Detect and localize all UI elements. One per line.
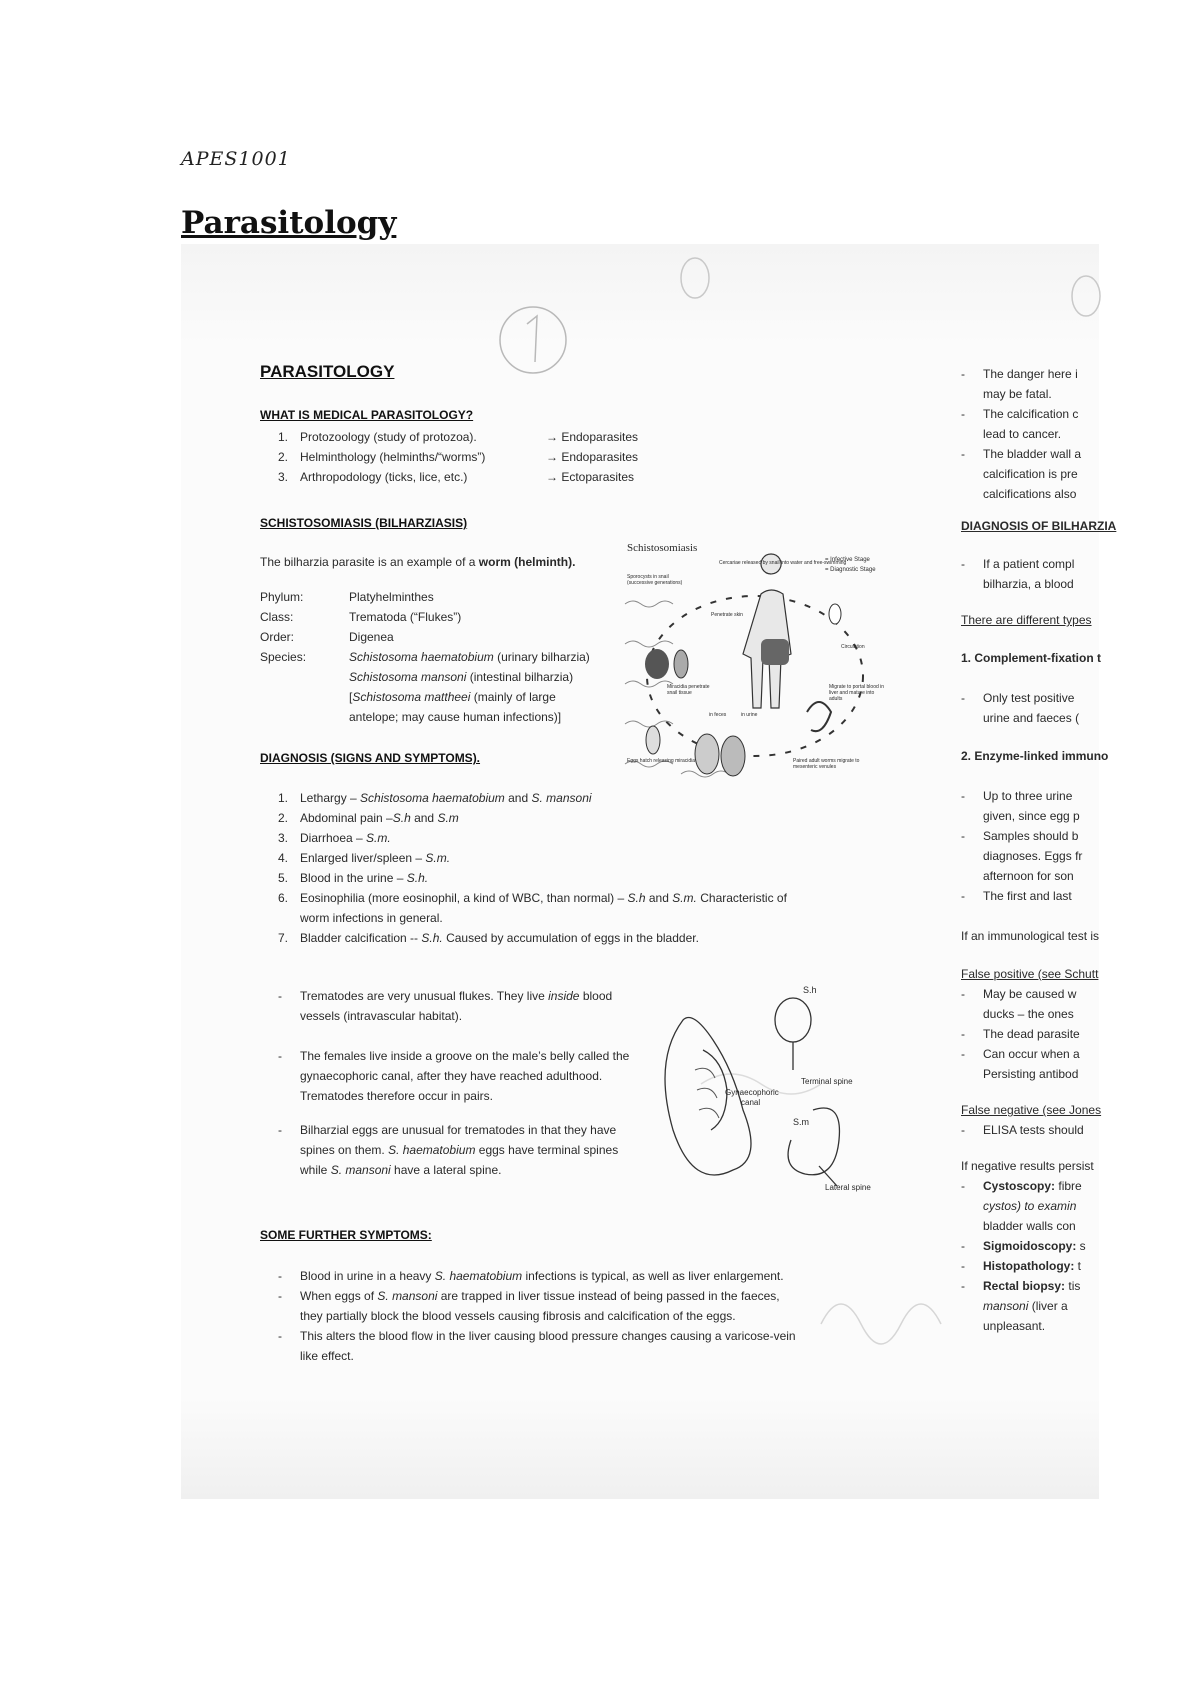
list-item: 3. Arthropodology (ticks, lice, etc.) → Ectoparasites bbox=[278, 470, 635, 484]
handwritten-one bbox=[527, 316, 537, 362]
list-item: 7. Bladder calcification -- S.h. Caused by accumulation of eggs in the bladder. bbox=[278, 931, 699, 945]
list-item: 5. Blood in the urine – S.h. bbox=[278, 871, 429, 885]
figure-title: Schistosomiasis bbox=[627, 542, 698, 554]
bilharzia-intro: The bilharzia parasite is an example of a worm (helminth). bbox=[260, 555, 576, 569]
parasitology-types-list bbox=[278, 427, 639, 487]
bullet-item: - This alters the blood flow in the liver causing blood pressure changes causing a varicose-vein bbox=[278, 1329, 796, 1343]
bullet-item: - The females live inside a groove on the male’s belly called the bbox=[278, 1049, 630, 1063]
legend-diagnostic: = Diagnostic Stage bbox=[825, 567, 876, 573]
list-item-continuation: worm infections in general. bbox=[300, 911, 443, 925]
list-item: 2. Helminthology (helminths/“worms”) → Endoparasites bbox=[278, 450, 639, 464]
bullet-continuation: spines on them. S. haematobium eggs have terminal spines bbox=[300, 1143, 619, 1157]
section-heading-schistosomiasis: SCHISTOSOMIASIS (BILHARZIASIS) bbox=[260, 516, 468, 530]
egg-icon bbox=[646, 726, 660, 754]
bullet-item: - Blood in urine in a heavy S. haematobium infections is typical, as well as liver enlargement. bbox=[278, 1269, 784, 1283]
trematode-bullets bbox=[278, 986, 630, 1180]
worm-coils bbox=[695, 1068, 719, 1118]
sh-egg bbox=[775, 998, 811, 1042]
worm-pair bbox=[807, 702, 831, 731]
section-heading-diagnosis: DIAGNOSIS (SIGNS AND SYMPTOMS). bbox=[260, 751, 481, 765]
lifecycle-figure: Schistosomiasis = Infective Stage = Diagnostic Stage Eggs hatch releasing miracidia in feces in urine Cercariae released by snail into water and free-swimming Circulation Migrate to portal blood in liver and mature into adults Paired adult worms migrate to mesenteric venules Penetrate skin Sporocysts in snail (successive generations) Miracidia penetrate snail tissue bbox=[621, 544, 889, 798]
cercaria-icon bbox=[829, 604, 841, 624]
symptoms-list bbox=[278, 788, 787, 948]
bullet-item: - Trematodes are very unusual flukes. They live inside blood bbox=[278, 989, 613, 1003]
handwritten-circle bbox=[500, 307, 566, 373]
next-page-column: - The danger here i may be fatal. - The calcification c lead to cancer. - The bladder wall a calcification is pre calcifications also DIAGNOSIS OF BILHARZIA - If a patient compl bilharzia, a blood There are different types 1. Complement-fixation t - Only test positive urine and faeces ( 2. Enzyme-linked immuno - Up to three urine given, since egg p - Samples should b diagnoses. Eggs fr afternoon for son - The first and last If an immunological test is False positive (see Schutt - May be caused w ducks – the ones - The dead parasite - Can occur when a Persisting antibod False negative (see Jones - ELISA tests should If negative results persist - Cystoscopy: fibre cystos) to examin bladder walls con - Sigmoidoscopy: s - Histopathology: t - Rectal biopsy: tis mansoni (liver a unpleasant. bbox=[961, 367, 1117, 1333]
handwriting-scribble bbox=[821, 1304, 941, 1344]
egg-icon bbox=[695, 734, 719, 774]
egg-icon bbox=[721, 736, 745, 776]
intestine bbox=[761, 639, 789, 665]
punch-hole bbox=[681, 258, 709, 298]
further-symptoms-list bbox=[278, 1266, 796, 1366]
legend-infective: = Infective Stage bbox=[825, 557, 870, 563]
sporocyst bbox=[674, 650, 688, 678]
section-heading-further-symptoms: SOME FURTHER SYMPTOMS: bbox=[260, 1228, 432, 1242]
bullet-continuation: gynaecophoric canal, after they have reached adulthood. bbox=[300, 1069, 603, 1083]
bullet-continuation: while S. mansoni have a lateral spine. bbox=[300, 1163, 502, 1177]
egg-spine-figure: S.h Terminal spine Gynaecophoric canal S.m Lateral spine bbox=[653, 980, 903, 1200]
section-heading-medical-parasitology: WHAT IS MEDICAL PARASITOLOGY? bbox=[260, 408, 474, 422]
notes-title: PARASITOLOGY bbox=[260, 362, 395, 381]
bullet-continuation: vessels (intravascular habitat). bbox=[300, 1009, 463, 1023]
page-title: Parasitology bbox=[181, 205, 397, 241]
snail-icon bbox=[645, 649, 669, 679]
list-item: 4. Enlarged liver/spleen – S.m. bbox=[278, 851, 451, 865]
scanned-page: PARASITOLOGY WHAT IS MEDICAL PARASITOLOGY? 1. Protozoology (study of protozoa). → Endoparasites 2. Helminthology (helminths/“worms”) → Endoparasites 3. Arthropodology (ticks, lice, etc.) → Ectoparasites SCHISTOSOMIASIS (BILHARZIASIS) The bilharzia parasite is an example of a worm (helminth). Phylum: Platyhelminthes Class: Trematoda (“Flukes”) Order: Digenea Species: Schistosoma haematobium (urinary bilharzia) Schistosoma mansoni (intestinal bilharzia) [Schistosoma mattheei (mainly of large antelope; may cause human infections)] Schistosomiasis = Infective Stage = Diagnostic Stage Eggs hatch releasing miracidia in feces in urine Cercariae released by snail into water and free-swimming Circulation Migrate to portal blood in liver and mature into adults Paired adult worms migrate to mesenteric venules Penetrate skin Sporocysts in snail (successive generations) Miracidia penetrate snail tissue DIAGNOSIS (SIGNS AND SYMPTOMS). 1. Lethargy – Schistosoma haematobium and S. mansoni 2. Abdominal pain –S.h and S.m 3. Diarrhoea – S.m. 4. Enlarged liver/spleen – S.m. 5. Blood in the urine – S.h. 6. Eosinophilia (more eosinophil, a kind of WBC, than normal) – S.h and S.m. Characteristic of worm infections in general. 7. Bladder calcification -- S.h. Caused by accumulation of eggs in the bladder. - Trematodes are very unusual flukes. They live inside blood vessels (intravascular habitat). - The females live inside a groove on the male’s belly called the gynaecophoric canal, after they have reached adulthood. Trematodes therefore occur in pairs. - Bilharzial eggs are unusual for trematodes in that they have spines on them. S. haematobium eggs have terminal spines while S. mansoni have a lateral spine. S.h Terminal spine Gynaecophoric canal S.m Lateral spine SOME FURTHER SYMPTOMS: - Blood in urine in a heavy S. haematobium infections is typical, as well as liver enlargement. - When eggs of S. mansoni are trapped in liver tissue instead of being passed in the faeces, they partially block the blood vessels causing fibrosis and calcification of the eggs. - This alters the blood flow in the liver causing blood pressure changes causing a varicose-vein like effect. - The danger here i may be fatal. - The calcification c lead to cancer. - The bladder wall a calcification is pre calcifications also DIAGNOSIS OF BILHARZIA - If a patient compl bilharzia, a blood There are different types 1. Complement-fixation t - Only test positive urine and faeces ( 2. Enzyme-linked immuno - Up to three urine given, since egg p - Samples should b diagnoses. Eggs fr afternoon for son - The first and last If an immunological test is False positive (see Schutt - May be caused w ducks – the ones - The dead parasite - Can occur when a Persisting antibod False negative (see Jones - ELISA tests should If negative results persist - Cystoscopy: fibre cystos) to examin bladder walls con - Sigmoidoscopy: s - Histopathology: t - Rectal biopsy: tis mansoni (liver a unpleasant. bbox=[181, 244, 1099, 1499]
course-code: APES1001 bbox=[181, 148, 291, 170]
bullet-continuation: like effect. bbox=[300, 1349, 354, 1363]
heading-diagnosis-bilharzia: DIAGNOSIS OF BILHARZIA bbox=[961, 519, 1117, 533]
bullet-continuation: Trematodes therefore occur in pairs. bbox=[300, 1089, 493, 1103]
bullet-item: - When eggs of S. mansoni are trapped in liver tissue instead of being passed in the faeces, bbox=[278, 1289, 780, 1303]
female-worm bbox=[703, 1050, 727, 1130]
bullet-item: - Bilharzial eggs are unusual for trematodes in that they have bbox=[278, 1123, 617, 1137]
list-item: 3. Diarrhoea – S.m. bbox=[278, 831, 391, 845]
species-3: [Schistosoma mattheei (mainly of large bbox=[349, 690, 556, 704]
bullet-continuation: they partially block the blood vessels causing fibrosis and calcification of the eggs. bbox=[300, 1309, 736, 1323]
species-2: Schistosoma mansoni (intestinal bilharzia) bbox=[349, 670, 574, 684]
list-item: 6. Eosinophilia (more eosinophil, a kind of WBC, than normal) – S.h and S.m. Characteristic of bbox=[278, 891, 787, 905]
list-item: 1. Lethargy – Schistosoma haematobium and S. mansoni bbox=[278, 791, 592, 805]
list-item: 2. Abdominal pain –S.h and S.m bbox=[278, 811, 459, 825]
human-silhouette bbox=[743, 554, 791, 708]
list-item: 1. Protozoology (study of protozoa). → Endoparasites bbox=[278, 430, 639, 444]
species-1: Schistosoma haematobium (urinary bilharzia) bbox=[349, 650, 590, 664]
